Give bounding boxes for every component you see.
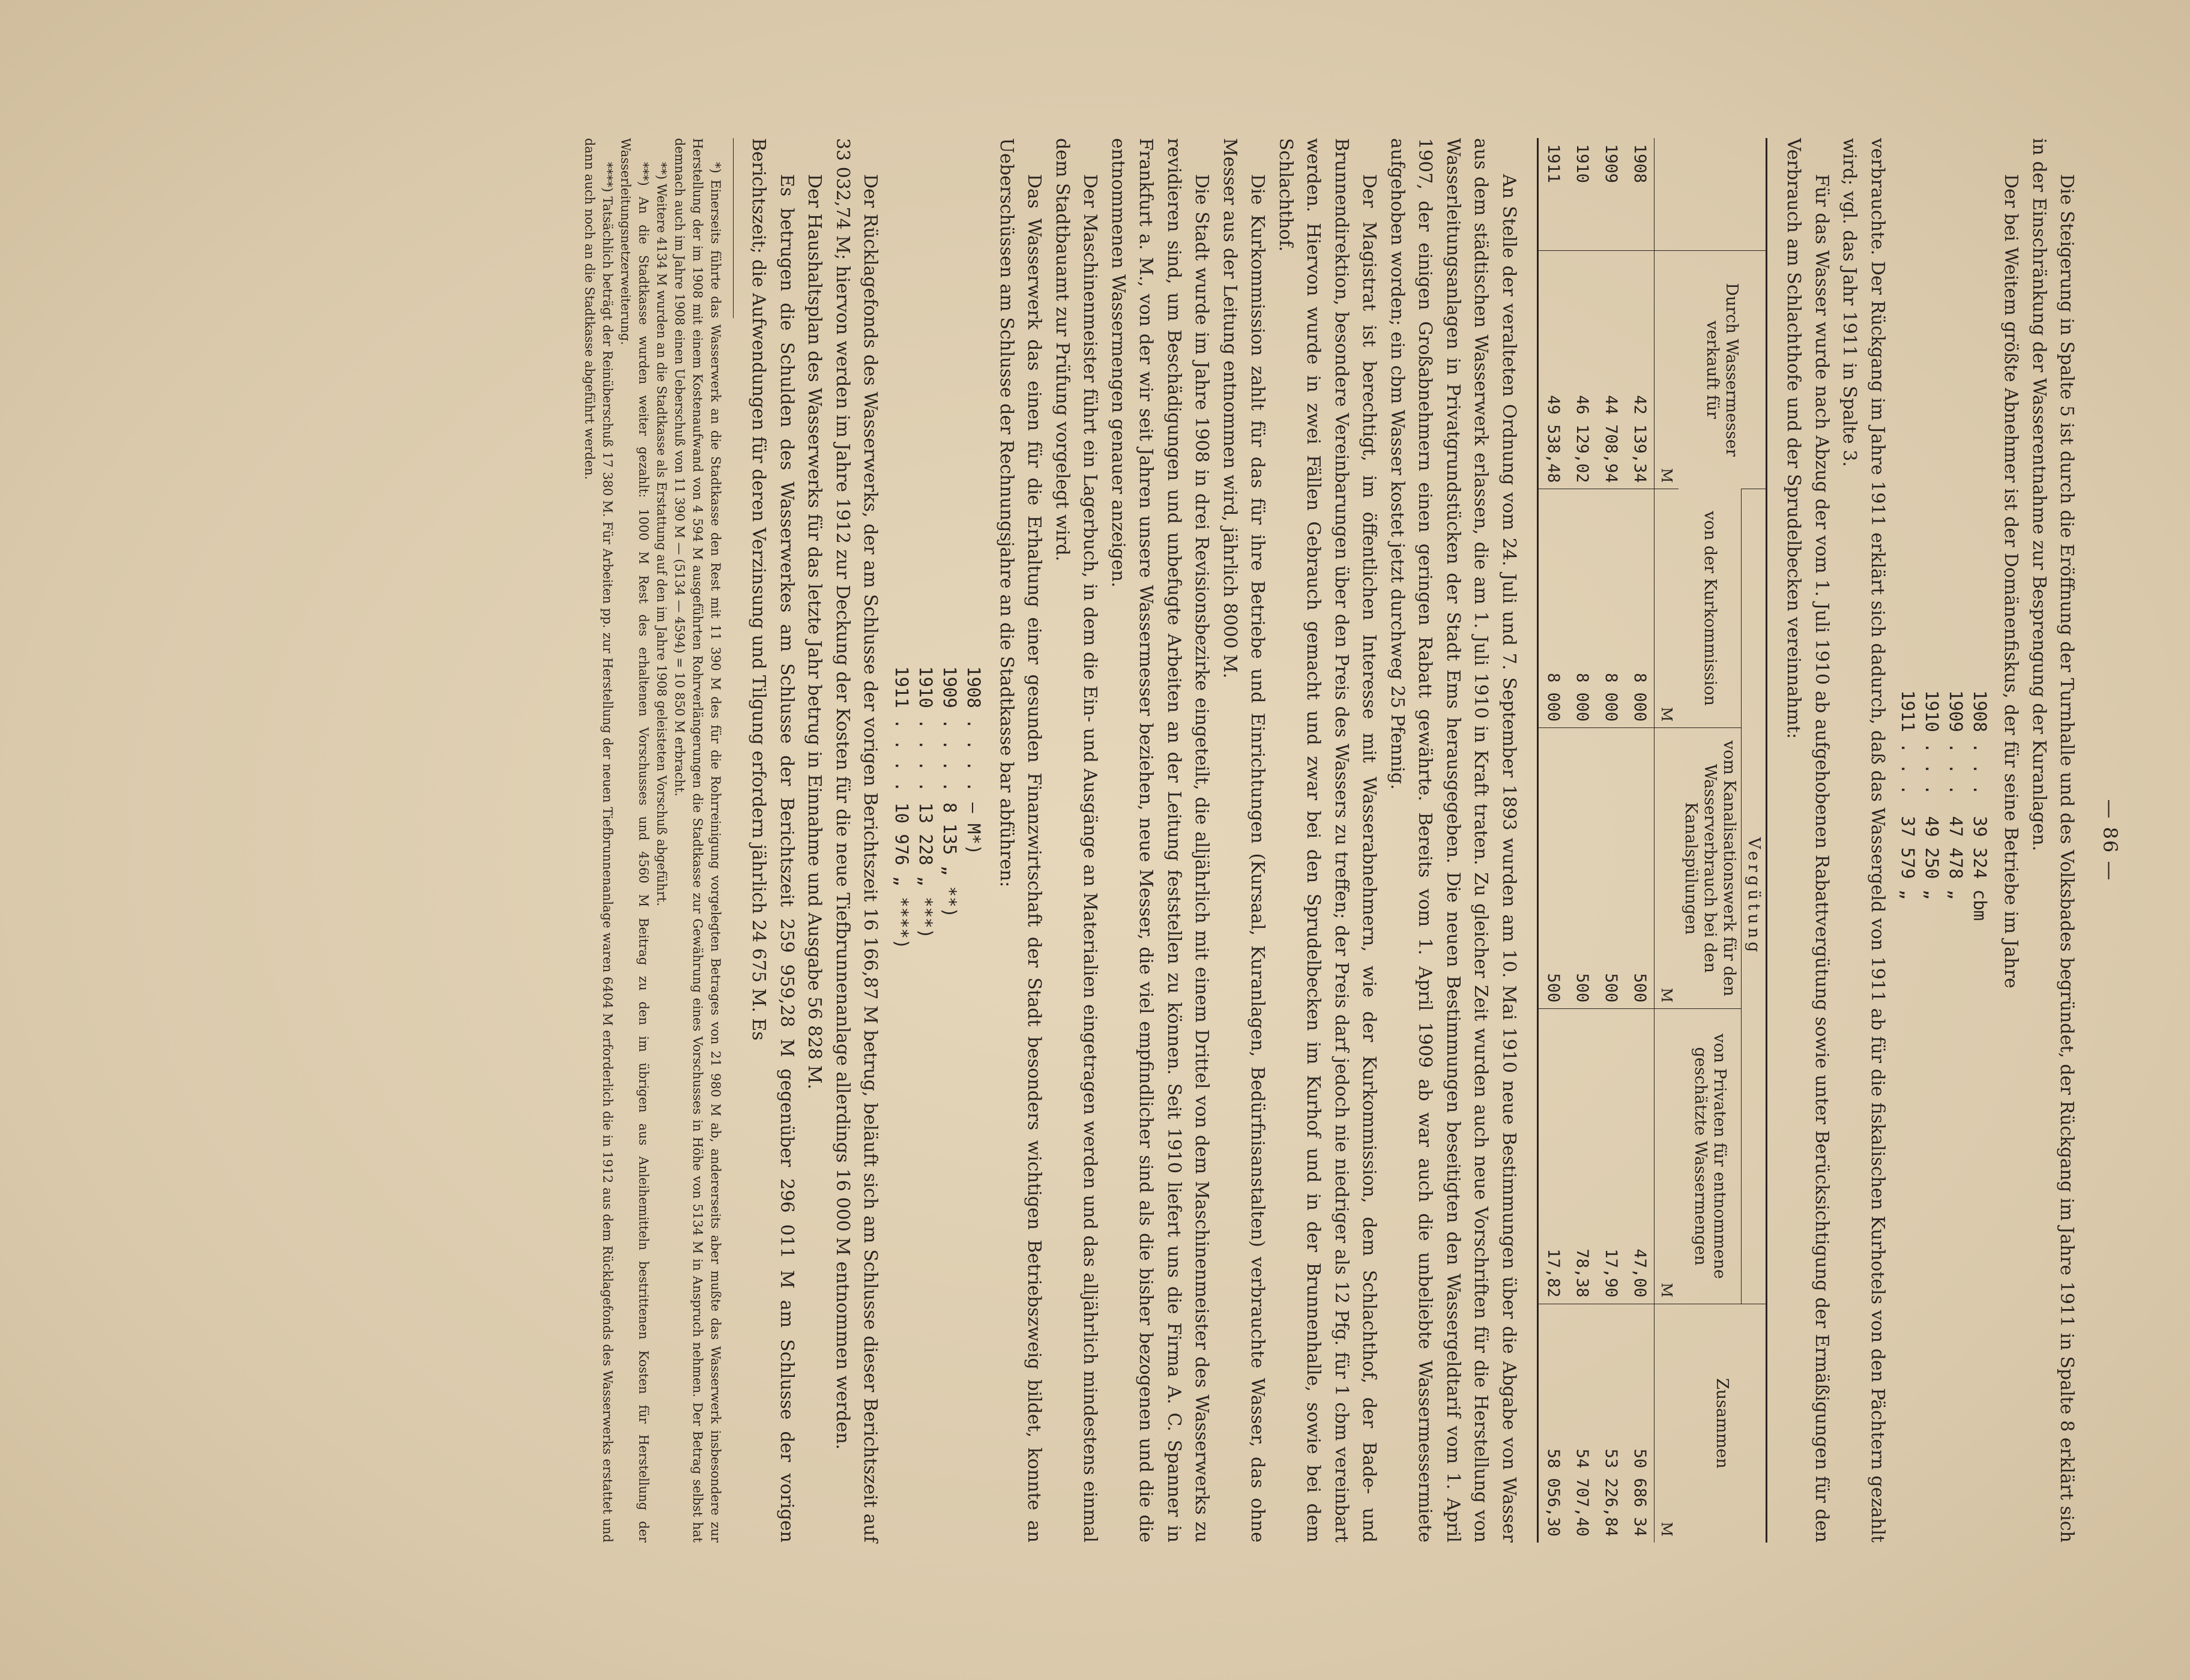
paragraph-9: Der Maschinenmeister führt ein Lagerbuch, in dem die Ein- und Ausgänge an Materialien eingetragen werden und das alljährlich mindestens einmal dem Stadtbauamt zur Prüfung vorgelegt wird.	[1052, 138, 1101, 1543]
domain-consumption-list	[1896, 690, 1992, 1543]
table-unit: M	[1655, 1304, 1679, 1543]
paragraph-11: Der Rücklagefonds des Wasserwerks, der am Schlusse der vorigen Berichtszeit 16 166,87 M betrug, beläuft sich am Schlusse dieser Berichtszeit auf 33 032,74 M; hiervon werden im Jahre 1912 zur Deckung der Kosten für die neue Tiefbrunnenanlage allerdings 16 000 M entnommen werden.	[832, 138, 881, 1543]
list-item	[914, 666, 938, 1543]
page-body	[581, 138, 2124, 1543]
list-value: 39 324	[1970, 816, 1990, 879]
table-group-header: Vergütung	[1742, 489, 1766, 1304]
table-cell: 500	[1567, 728, 1596, 1009]
page-number: — 86 —	[2099, 799, 2122, 882]
list-value: 13 228 „ ***)	[916, 802, 937, 939]
list-unit: „	[1898, 889, 1918, 900]
paragraph-8: Die Stadt wurde im Jahre 1908 in drei Revisionsbezirke eingeteilt, die alljährlich mit einem Drittel von dem Maschinenmeister des Wasserwerks zu revidieren sind, um Beschädigungen und unbefugte Arbeiten an der Leitung feststellen zu können. Seit 1910 liefert uns die Firma A. C. Spanner in Frankfurt a. M., von der wir seit Jahren unsere Wassermesser beziehen, neue Messer, die viel empfindlicher sind als die bisher bezogenen und die die entnommenen Wassermengen genauer anzeigen.	[1108, 138, 1213, 1543]
paragraph-7: Die Kurkommission zahlt für das für ihre Betriebe und Einrichtungen (Kursaal, Kuranlagen, Bedürfnisanstalten) verbrauchte Wasser, das ohne Messer aus der Leitung entnommen wird, jährlich 8000 M.	[1219, 138, 1268, 1543]
table-header-year	[1679, 138, 1766, 250]
table-cell: 17,82	[1539, 1009, 1567, 1304]
table-unit: M	[1655, 489, 1679, 728]
table-cell: 46 129,02	[1567, 250, 1596, 489]
table-cell: 50 686 34	[1625, 1304, 1655, 1543]
list-year: 1908 . . . .	[964, 666, 985, 792]
table-cell: 500	[1625, 728, 1655, 1009]
paragraph-5: An Stelle der veralteten Ordnung vom 24. Juli und 7. September 1893 wurden am 10. Mai 1910 neue Bestimmungen über die Abgabe von Wasser aus dem städtischen Wasserwerk erlassen, die am 1. Juli 1910 in Kraft traten. Zu gleicher Zeit wurden auch neue Vorschriften für die Herstellung von Wasserleitungsanlagen in Privatgrundstücken der Stadt Ems herausgegeben. Die neuen Bestimmungen beseitigten den Wassergeldtarif vom 1. April 1907, der einigen Großabnehmern einen geringen Rabatt gewährte. Bereits vom 1. April 1909 ab war auch die unbeliebte Wassermessermiete aufgehoben worden; ein cbm Wasser kostet jetzt durchweg 25 Pfennig.	[1387, 138, 1519, 1543]
list-unit: cbm	[1970, 889, 1990, 921]
table-cell: 54 707,40	[1567, 1304, 1596, 1543]
table-cell: 42 139,34	[1625, 250, 1655, 489]
paragraph-2: Der bei Weitem größte Abnehmer ist der Domänenfiskus, der für seine Betriebe im Jahre	[2000, 174, 2022, 989]
table-row	[1596, 138, 1625, 1543]
table-header-metered: Durch Wassermesser verkauft für	[1679, 250, 1766, 489]
table-cell: 1908	[1630, 144, 1649, 184]
list-item	[938, 666, 962, 1543]
table-cell: 44 708,94	[1596, 250, 1625, 489]
table-unit	[1655, 138, 1679, 250]
list-year: 1910 . . . .	[916, 666, 937, 792]
list-year: 1909 . . . .	[940, 666, 961, 792]
table-row	[1567, 138, 1596, 1543]
list-item	[962, 666, 986, 1543]
revenue-table	[1537, 138, 1767, 1543]
list-item	[1896, 690, 1920, 1543]
table-header-kanalisation: vom Kanalisationswerk für den Wasserverbrauch bei den Kanalspülungen	[1679, 728, 1742, 1009]
table-cell: 1909	[1602, 144, 1620, 184]
list-value: 8 135 „ **)	[940, 802, 961, 918]
table-row	[1539, 138, 1567, 1543]
footnote-4: ****) Tatsächlich beträgt der Reinüberschuß 17 380 M. Für Arbeiten pp. zur Herstellung der neuen Tiefbrunnenanlage waren 6404 M erforderlich die in 1912 aus dem Rücklagefonds des Wasserwerks erstattet und dann auch noch an die Stadtkasse abgeführt werden.	[582, 138, 615, 1543]
table-cell: 1911	[1544, 144, 1563, 184]
list-year: 1911 . . .	[1898, 690, 1918, 795]
footnote-3: ***) An die Stadtkasse wurden weiter gezahlt: 1000 M Rest des erhaltenen Vorschusses und 4560 M Beitrag zu den im übrigen aus Anleihemitteln bestrittenen Kosten für Herstellung der Wasserleitungsnetzerweiterung.	[618, 138, 651, 1543]
table-header-private: von Privaten für entnommene geschätzte Wassermengen	[1679, 1009, 1742, 1304]
table-unit: M	[1655, 250, 1679, 489]
table-cell: 58 056,30	[1539, 1304, 1567, 1543]
list-year: 1910 . . .	[1922, 690, 1942, 795]
table-cell: 47,00	[1625, 1009, 1655, 1304]
list-unit: „	[1946, 889, 1966, 900]
list-year: 1909 . . .	[1946, 690, 1966, 795]
table-unit: M	[1655, 1009, 1679, 1304]
paragraph-3: verbrauchte. Der Rückgang im Jahre 1911 erklärt sich dadurch, daß das Wassergeld von 1911 ab für die fiskalischen Kurhotels von den Pächtern gezahlt wird; vgl. das Jahr 1911 in Spalte 3.	[1839, 138, 1888, 1543]
list-year: 1908 . . .	[1970, 690, 1990, 795]
table-cell: 1910	[1573, 144, 1591, 184]
list-value: 37 579	[1898, 816, 1918, 879]
paragraph-4: Für das Wasser wurde nach Abzug der vom 1. Juli 1910 ab aufgehobenen Rabattvergütung sowie unter Berücksichtigung der Ermäßigungen für den Verbrauch am Schlachthofe und der Sprudelbecken vereinnahmt:	[1783, 138, 1832, 1543]
list-item	[1944, 690, 1968, 1543]
paragraph-1: Die Steigerung in Spalte 5 ist durch die Eröffnung der Turnhalle und des Volksbades begründet, der Rückgang im Jahre 1911 in Spalte 8 erklärt sich in der Einschränkung der Wasserentnahme zur Besprengung der Kuranlagen.	[2029, 138, 2078, 1543]
footnote-divider	[733, 138, 734, 318]
footnote-2: **) Weitere 4134 M wurden an die Stadtkasse als Erstattung auf den im Jahre 1908 geleisteten Vorschuß abgeführt.	[654, 162, 669, 906]
list-item	[1968, 690, 1992, 1543]
list-unit: „	[1922, 889, 1942, 900]
table-cell: 49 538,48	[1539, 250, 1567, 489]
table-cell: 500	[1539, 728, 1567, 1009]
table-cell: 500	[1596, 728, 1625, 1009]
list-item	[1920, 690, 1944, 1543]
paragraph-6: Der Magistrat ist berechtigt, im öffentlichen Interesse mit Wasserabnehmern, wie der Kurkommission, dem Schlachthof, der Bade- und Brunnendirektion, besondere Vereinbarungen über den Preis des Wassers zu treffen; der Preis darf jedoch nie niedriger als 12 Pfg. für 1 cbm vereinbart werden. Hiervon wurde in zwei Fällen Gebrauch gemacht und zwar bei den Sprudelbecken im Kurhof und in der Brunnenhalle, sowie bei dem Schlachthof.	[1275, 138, 1380, 1543]
list-value: 49 250	[1922, 816, 1942, 879]
list-value: 47 478	[1946, 816, 1966, 879]
table-cell: 8 000	[1625, 489, 1655, 728]
table-header-total: Zusammen	[1679, 1304, 1766, 1543]
list-value: 10 976 „ ****)	[891, 802, 912, 950]
table-cell: 53 226,84	[1596, 1304, 1625, 1543]
table-cell: 8 000	[1539, 489, 1567, 728]
table-header-kurkommission: von der Kurkommission	[1701, 511, 1719, 706]
list-value: — M*)	[964, 802, 985, 855]
footnote-1: *) Einerseits führte das Wasserwerk an die Stadtkasse den Rest mit 11 390 M des für die Rohrreinigung vorgelegten Betrages von 21 980 M ab, andererseits aber mußte das Wasserwerk insbesondere zur Herstellung der im 1908 mit einem Kostenaufwand von 4 594 M ausgeführten Rohrverlängerungen die Stadtkasse zur Gewährung eines Vorschusses in Höhe von 5134 M in Anspruch nehmen. Der Betrag selbst hat demnach auch im Jahre 1908 einen Ueberschuß von 11 390 M — (5134 — 4594) = 10 850 M erbracht.	[672, 138, 723, 1543]
list-item	[890, 666, 914, 1543]
surplus-list	[890, 666, 986, 1543]
table-unit: M	[1655, 728, 1679, 1009]
table-cell: 78,38	[1567, 1009, 1596, 1304]
table-cell: 17,90	[1596, 1009, 1625, 1304]
paragraph-13: Es betrugen die Schulden des Wasserwerkes am Schlusse der Berichtszeit 259 959,28 M gegenüber 296 011 M am Schlusse der vorigen Berichtszeit; die Aufwendungen für deren Verzinsung und Tilgung erfordern jährlich 24 675 M. Es	[748, 138, 797, 1543]
list-year: 1911 . . . .	[891, 666, 912, 792]
table-row	[1625, 138, 1655, 1543]
paragraph-12: Der Haushaltsplan des Wasserwerks für das letzte Jahr betrug in Einnahme und Ausgabe 56 828 M.	[804, 174, 825, 1090]
table-cell: 8 000	[1596, 489, 1625, 728]
paragraph-10: Das Wasserwerk das einen für die Erhaltung einer gesunden Finanzwirtschaft der Stadt besonders wichtigen Betriebszweig bildet, konnte an Ueberschüssen am Schlusse der Rechnungsjahre an die Stadtkasse bar abführen:	[996, 138, 1045, 1543]
table-cell: 8 000	[1567, 489, 1596, 728]
